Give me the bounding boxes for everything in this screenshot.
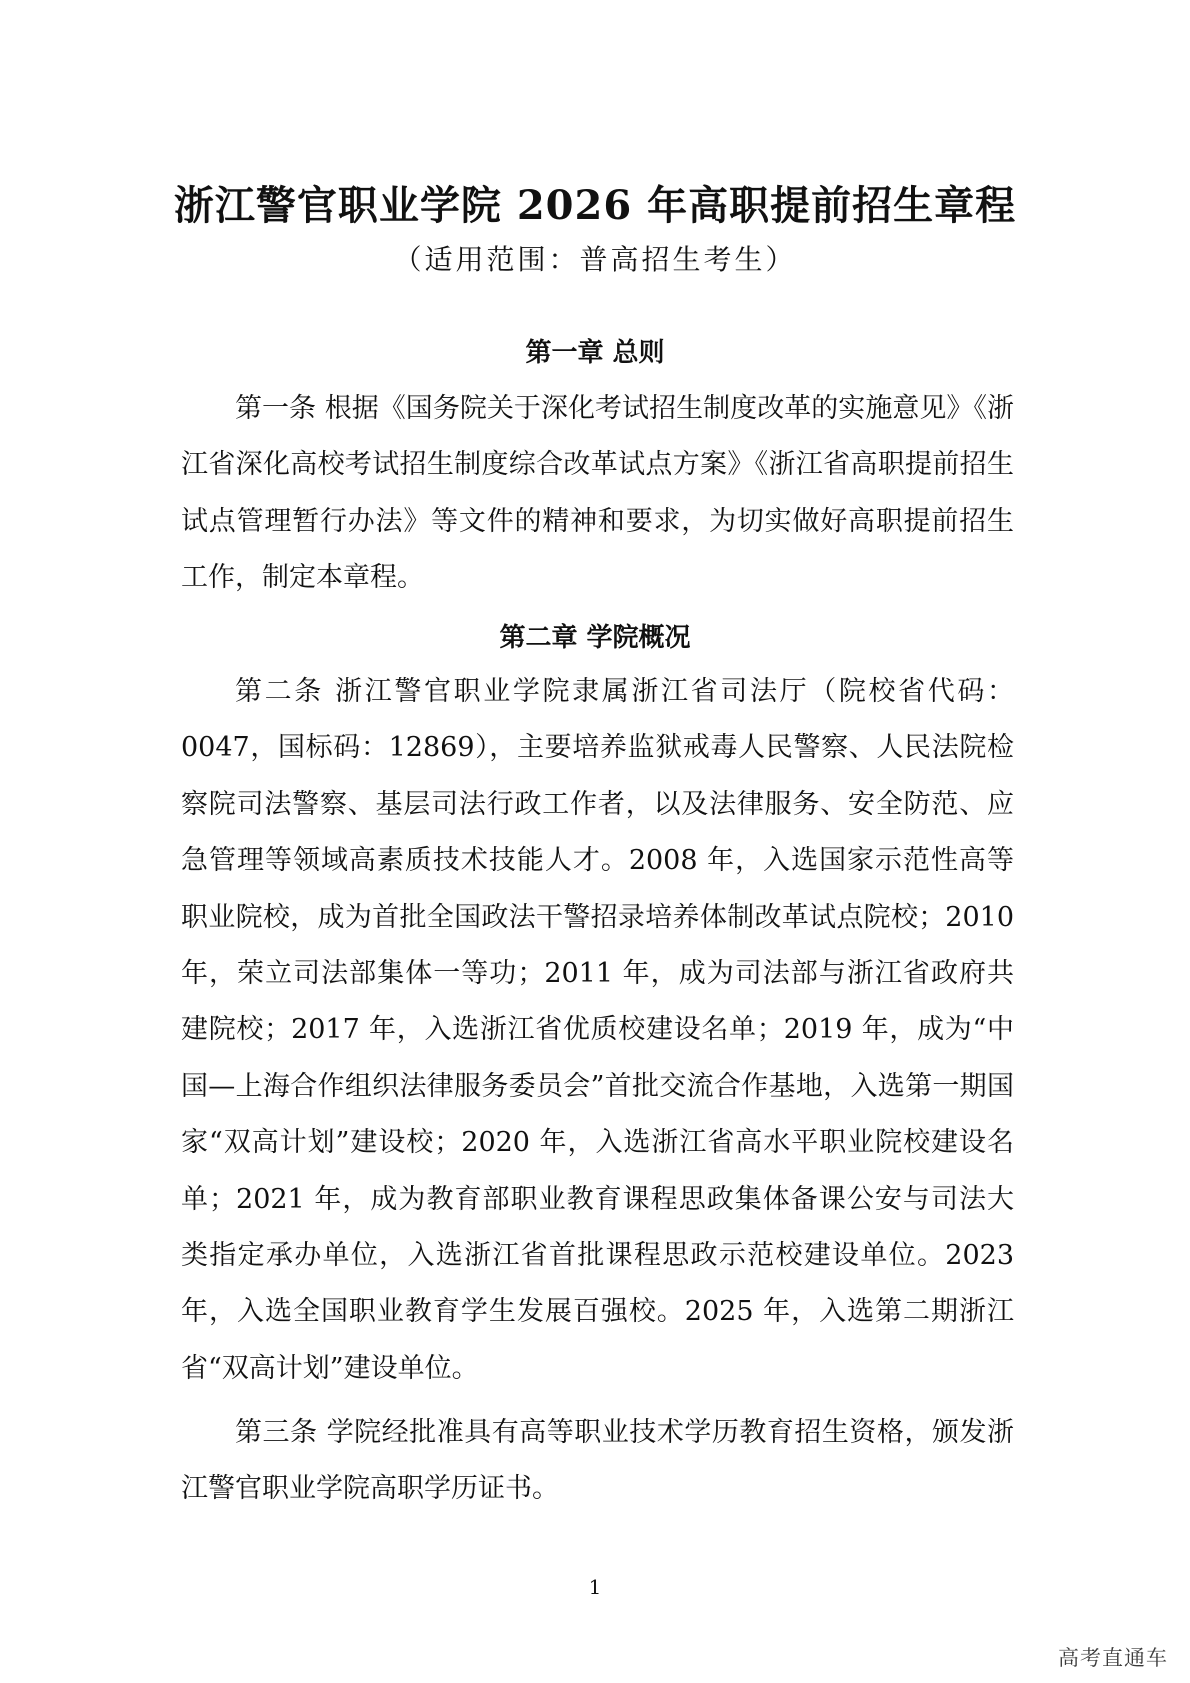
article-2: 第二条 浙江警官职业学院隶属浙江省司法厅（院校省代码：0047，国标码：12869），主要培养监狱戒毒人民警察、人民法院检察院司法警察、基层司法行政工作者，以及法律服务、安全防范、应急管理等领域高素质技术技能人才。2008 年，入选国家示范性高等职业院校，成为首批全国政法干警招录培养体制改革试点院校；2010 年，荣立司法部集体一等功；2011 年，成为司法部与浙江省政府共建院校；2017 年，入选浙江省优质校建设名单；2019 年，成为“中国—上海合作组织法律服务委员会”首批交流合作基地，入选第一期国家“双高计划”建设校；2020 年，入选浙江省高水平职业院校建设名单；2021 年，成为教育部职业教育课程思政集体备课公安与司法大类指定承办单位，入选浙江省首批课程思政示范校建设单位。2023 年，入选全国职业教育学生发展百强校。2025 年，入选第二期浙江省“双高计划”建设单位。 bbox=[181, 676, 1014, 1384]
document-subtitle: （适用范围：普高招生考生） bbox=[393, 243, 797, 276]
chapter-1-heading: 第一章 总则 bbox=[525, 338, 665, 368]
chapter-2-heading: 第二章 学院概况 bbox=[499, 623, 691, 653]
page-number: 1 bbox=[588, 1575, 602, 1599]
article-1: 第一条 根据《国务院关于深化考试招生制度改革的实施意见》《浙江省深化高校考试招生制度综合改革试点方案》《浙江省高职提前招生试点管理暂行办法》等文件的精神和要求，为切实做好高职提前招生工作，制定本章程。 bbox=[181, 393, 1014, 594]
document-title: 浙江警官职业学院 2026 年高职提前招生章程 bbox=[173, 182, 1017, 229]
article-3: 第三条 学院经批准具有高等职业技术学历教育招生资格，颁发浙江警官职业学院高职学历证书。 bbox=[181, 1417, 1014, 1505]
watermark-label: 高考直通车 bbox=[1058, 1646, 1168, 1670]
